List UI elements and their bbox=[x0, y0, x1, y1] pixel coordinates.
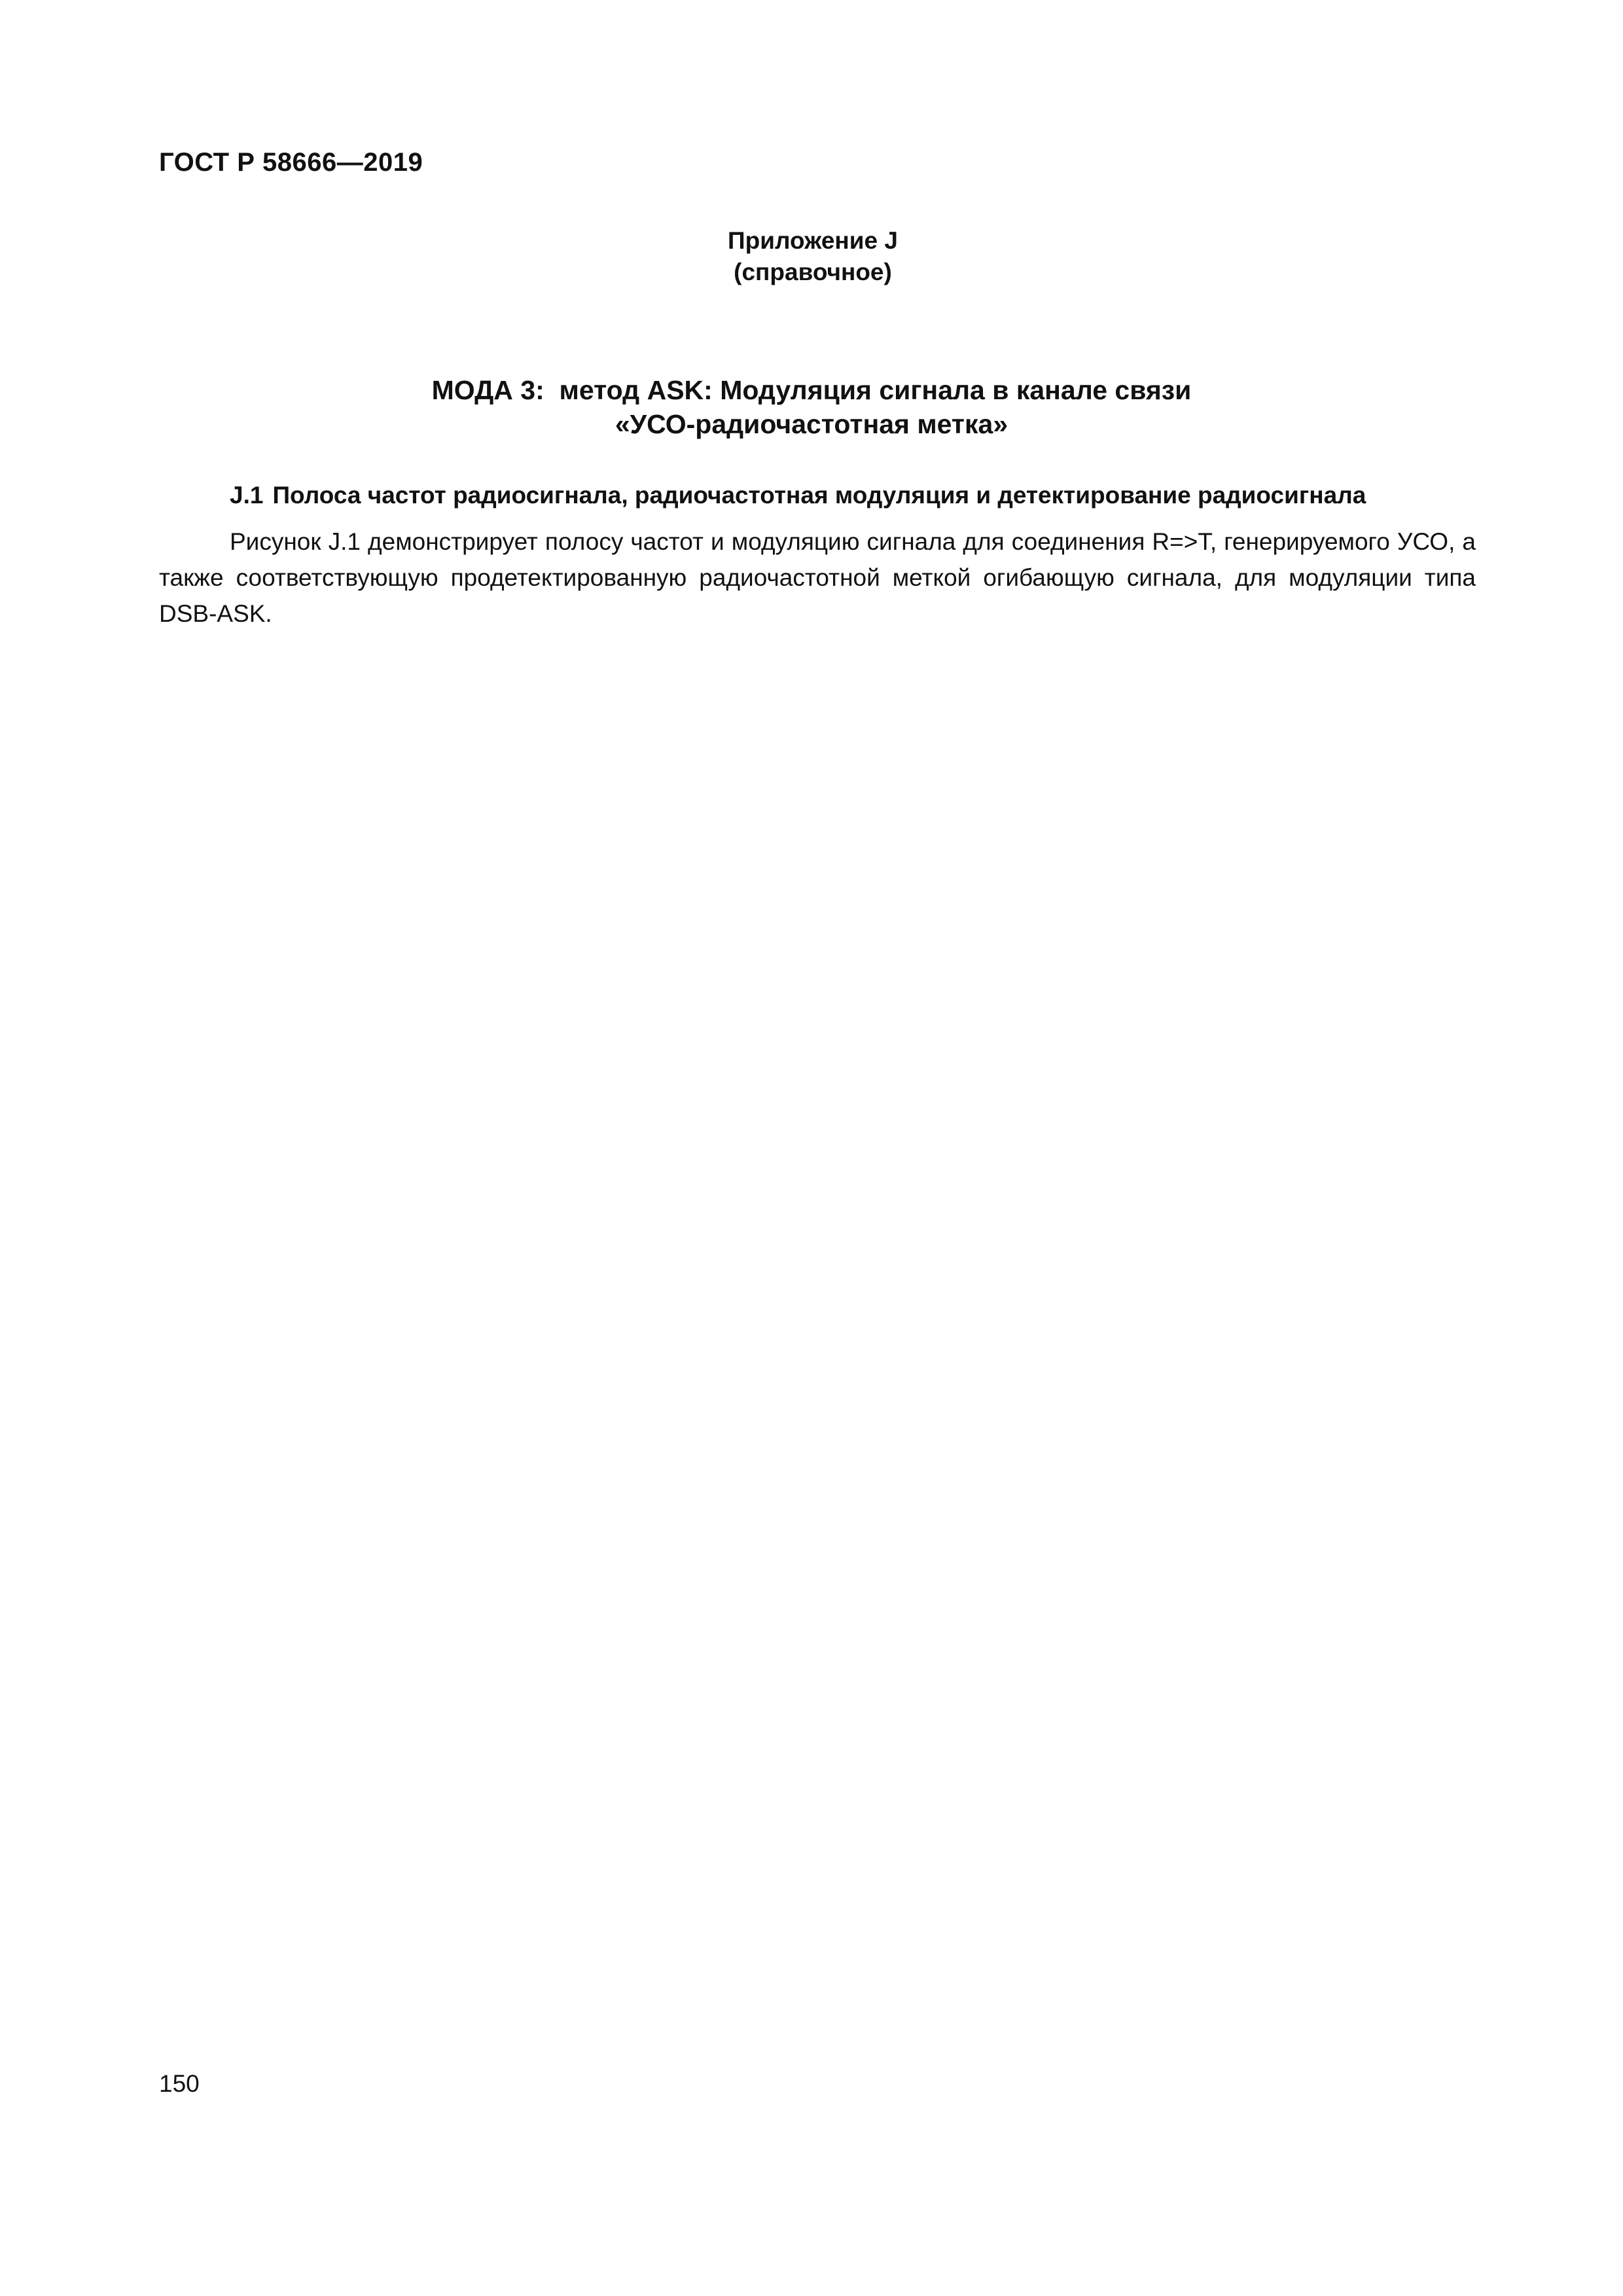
standard-header: ГОСТ Р 58666—2019 bbox=[159, 148, 423, 177]
appendix-status: (справочное) bbox=[734, 259, 892, 285]
section-number: J.1 bbox=[230, 482, 264, 509]
appendix-title: Приложение J bbox=[728, 227, 898, 254]
body-paragraph: Рисунок J.1 демонстрирует полосу частот и модуляцию сигнала для соединения R=>T, генерируемого УСО, а также соответствующую продетектированную радиочастотной меткой огибающую сигнала, для модуляции типа DSB-ASK. bbox=[159, 528, 1476, 627]
appendix-heading bbox=[0, 225, 1623, 288]
title-line-1: МОДА 3: метод ASK: Модуляция сигнала в канале связи bbox=[431, 375, 1192, 405]
page-number: 150 bbox=[159, 2070, 200, 2097]
section-heading bbox=[230, 482, 1366, 509]
title-line-2: «УСО-радиочастотная метка» bbox=[615, 409, 1008, 439]
document-title bbox=[0, 373, 1623, 441]
section-heading-text: Полоса частот радиосигнала, радиочастотная модуляция и детектирование радиосигнала bbox=[272, 482, 1366, 509]
